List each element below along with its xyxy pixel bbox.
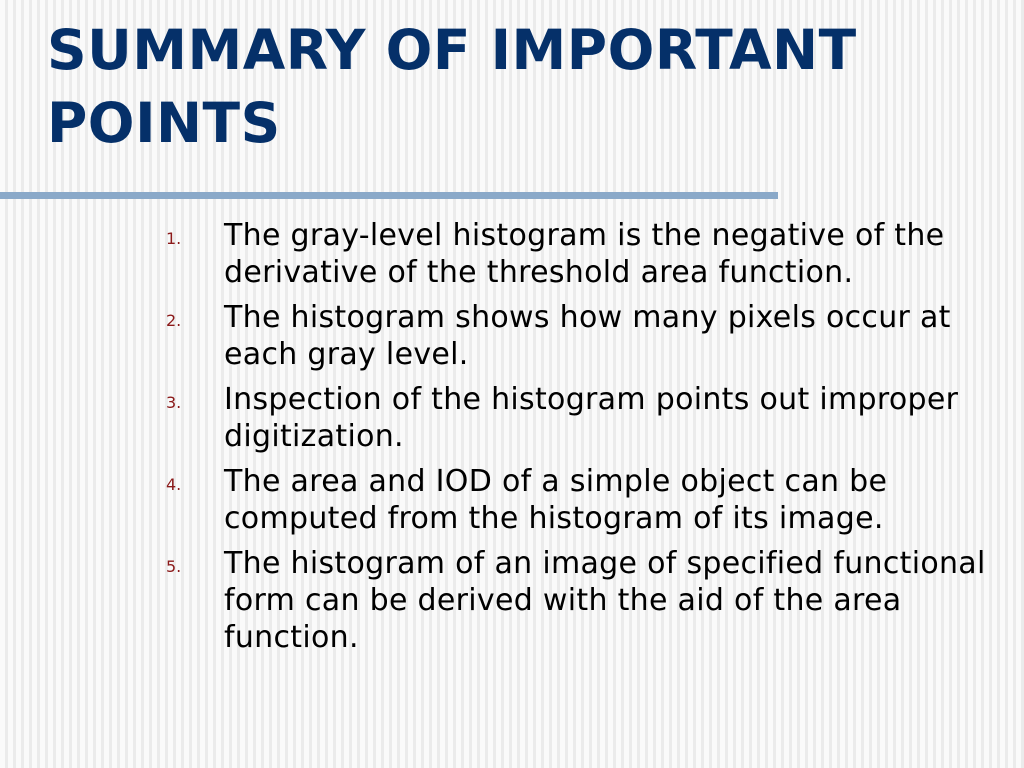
list-item	[160, 381, 1010, 455]
point-text: The histogram shows how many pixels occur at each gray level.	[224, 300, 951, 372]
point-text: The gray-level histogram is the negative of the derivative of the threshold area function.	[224, 218, 945, 290]
point-number: 2.	[166, 311, 182, 330]
point-text: The histogram of an image of specified functional form can be derived with the aid of the area function.	[224, 546, 986, 655]
point-number: 4.	[166, 475, 182, 494]
point-number: 1.	[166, 229, 182, 248]
point-number: 5.	[166, 557, 182, 576]
list-item	[160, 299, 1010, 373]
point-number: 3.	[166, 393, 182, 412]
list-item	[160, 463, 1010, 537]
title-divider	[0, 192, 778, 199]
slide-title: SUMMARY OF IMPORTANT POINTS	[47, 18, 857, 155]
point-text: Inspection of the histogram points out improper digitization.	[224, 382, 959, 454]
point-text: The area and IOD of a simple object can be computed from the histogram of its image.	[224, 464, 888, 536]
summary-points-list	[160, 217, 1010, 664]
list-item	[160, 217, 1010, 291]
list-item	[160, 545, 1010, 656]
